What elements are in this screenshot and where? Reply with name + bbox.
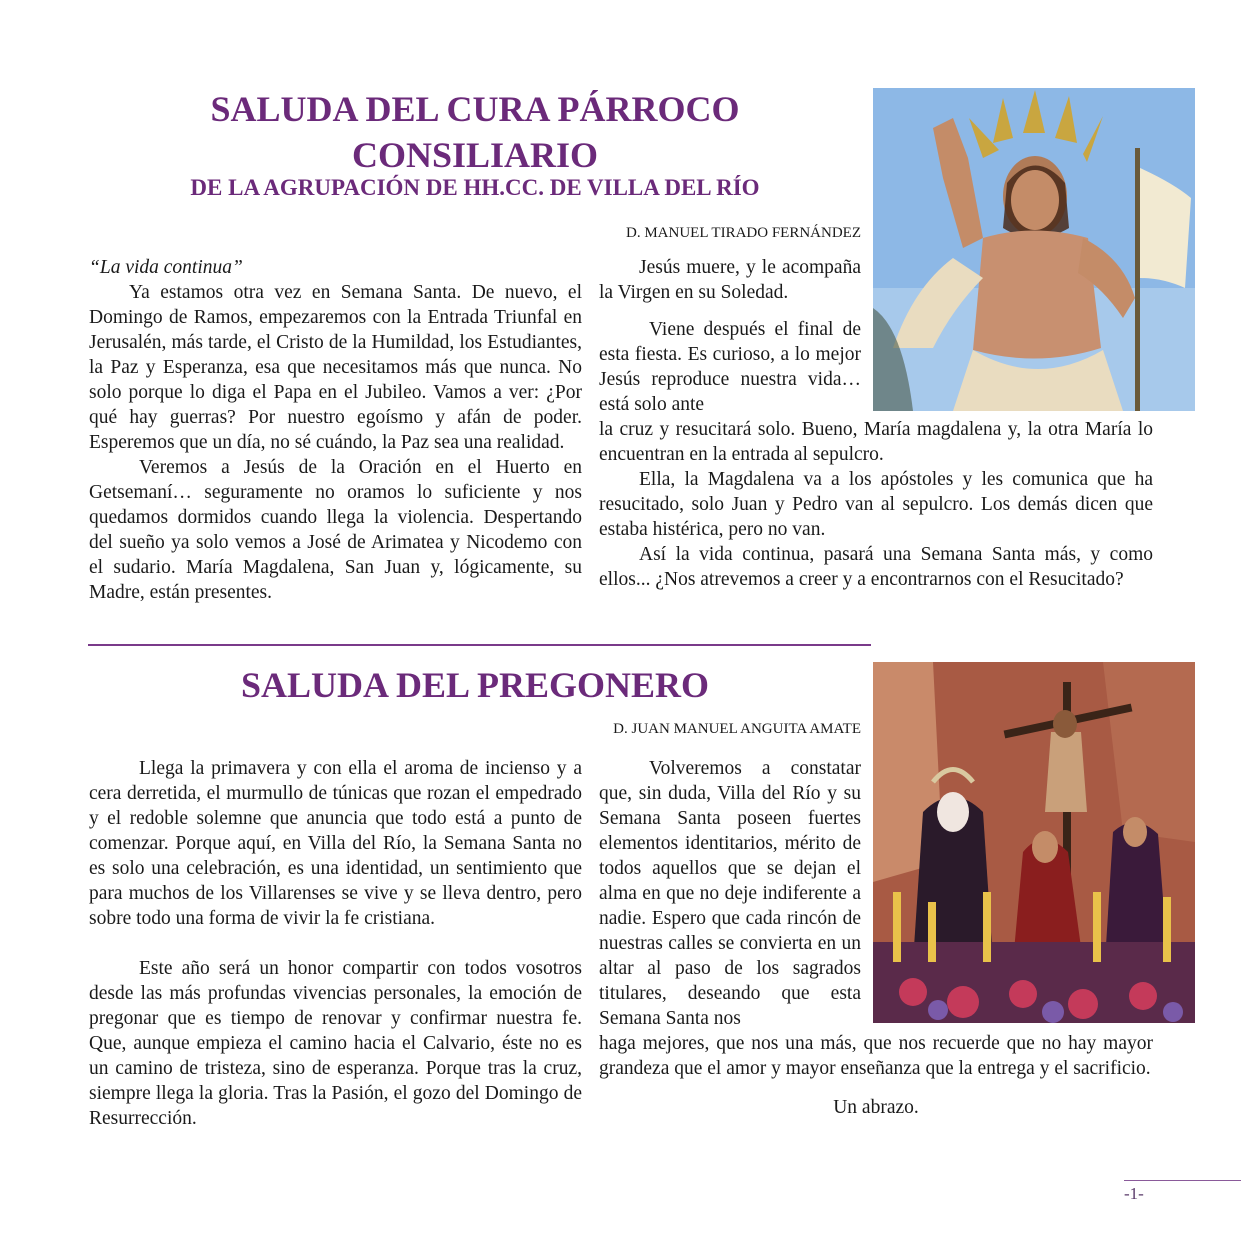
section2-title: SALUDA DEL PREGONERO xyxy=(240,665,710,705)
footer-rule xyxy=(1124,1180,1241,1181)
section1-paragraph: la cruz y resucitará solo. Bueno, María magdalena y, la otra María lo encuentran en la entrada al sepulcro. xyxy=(599,419,1153,465)
section1-quote: “La vida continua” xyxy=(89,257,243,278)
section1-narrow-text xyxy=(599,255,861,417)
section2-column-left xyxy=(89,756,582,1131)
section2-signoff: Un abrazo. xyxy=(833,1097,919,1118)
section2-paragraph: Llega la primavera y con ella el aroma de incienso y a cera derretida, el murmullo de túnicas que rozan el empedrado y el redoble solemne que anuncia que todo está a punto de comenzar. Porque aquí, en Villa del Río, la Semana Santa no es solo una celebración, es una identidad, un sentimiento que para muchos de los Villarenses se vive y se lleva dentro, pero sobre todo una forma de vivir la fe cristiana. xyxy=(89,758,582,929)
section1-paragraph: Veremos a Jesús de la Oración en el Huerto en Getsemaní… seguramente no oramos lo suficiente y nos quedamos dormidos cuando llega la violencia. Despertando del sueño ya solo vemos a José de Arimatea y Nicodemo con el sudario. María Magdalena, San Juan y, lógicamente, su Madre, están presentes. xyxy=(89,457,582,603)
section1-subtitle: DE LA AGRUPACIÓN DE HH.CC. DE VILLA DEL RÍO xyxy=(190,175,760,200)
procession-illustration xyxy=(873,662,1195,1023)
section1-paragraph: Jesús muere, y le acompaña la Virgen en su Soledad. xyxy=(599,257,861,303)
crucifixion-procession-photo xyxy=(873,662,1195,1023)
section2-paragraph: haga mejores, que nos una más, que nos recuerde que no hay mayor grandeza que el amor y mayor enseñanza que la entrega y el sacrificio. xyxy=(599,1033,1153,1079)
section2-paragraph: Volveremos a constatar que, sin duda, Villa del Río y su Semana Santa poseen fuertes elementos identitarios, mérito de todos aquellos que se dejan el alma en que no deje indiferente a nadie. Espero que cada rincón de nuestras calles se convierta en un altar al paso de los sagrados titulares, deseando que esta Semana Santa nos xyxy=(599,758,861,1029)
section1-paragraph: Viene después el final de esta fiesta. Es curioso, a lo mejor Jesús reproduce nuestra vida… está solo ante xyxy=(599,319,861,415)
section-divider xyxy=(88,644,871,646)
section1-paragraph: Ya estamos otra vez en Semana Santa. De nuevo, el Domingo de Ramos, empezaremos con la Entrada Triunfal en Jerusalén, más tarde, el Cristo de la Humildad, los Estudiantes, la Paz y Esperanza, esa que necesitamos más que nunca. No solo porque lo diga el Papa en el Jubileo. Vamos a ver: ¿Por qué hay guerras? Por nuestro egoísmo y afán de poder. Esperemos que un día, no sé cuándo, la Paz sea una realidad. xyxy=(89,282,582,453)
section2-paragraph: Este año será un honor compartir con todos vosotros desde las más profundas vivencias personales, la emoción de pregonar que es tiempo de renovar y confirmar nuestra fe. Que, aunque empieza el camino hacia el Calvario, éste no es un camino de tristeza, sino de esperanza. Porque tras la cruz, siempre llega la gloria. Tras la Pasión, el gozo del Domingo de Resurrección. xyxy=(89,958,582,1129)
section2-narrow-text xyxy=(599,756,861,1031)
section1-title-line1: SALUDA DEL CURA PÁRROCO xyxy=(210,89,740,129)
section1-column-left xyxy=(89,255,582,605)
section1-paragraph: Así la vida continua, pasará una Semana Santa más, y como ellos... ¿Nos atrevemos a creer y a encontrarnos con el Resucitado? xyxy=(599,544,1153,590)
risen-christ-photo xyxy=(873,88,1195,411)
section2-author: D. JUAN MANUEL ANGUITA AMATE xyxy=(613,721,861,737)
section1-paragraph: Ella, la Magdalena va a los apóstoles y les comunica que ha resucitado, solo Juan y Pedro van al sepulcro. Los demás dicen que estaba histérica, pero no van. xyxy=(599,469,1153,540)
risen-christ-illustration xyxy=(873,88,1195,411)
section1-author: D. MANUEL TIRADO FERNÁNDEZ xyxy=(626,225,861,241)
section1-title-line2: CONSILIARIO xyxy=(351,135,599,175)
page-number: -1- xyxy=(1124,1184,1144,1203)
